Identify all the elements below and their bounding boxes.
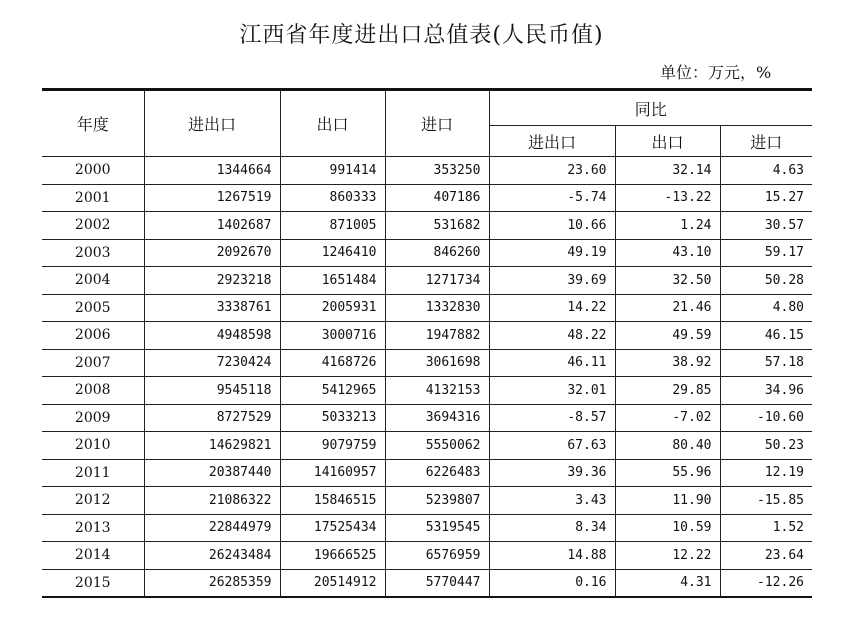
total-cell: 3338761 [144,294,280,322]
import-cell: 3061698 [385,349,489,377]
trade-table [42,88,812,598]
yoy-import-cell: 34.96 [720,377,812,405]
yoy-export-cell: 49.59 [615,322,720,350]
export-cell: 14160957 [280,459,385,487]
import-cell: 531682 [385,212,489,240]
yoy-export-cell: 55.96 [615,459,720,487]
table-row [42,157,812,185]
export-cell: 15846515 [280,487,385,515]
export-cell: 4168726 [280,349,385,377]
total-cell: 21086322 [144,487,280,515]
year-cell: 2015 [42,569,144,597]
header-export: 出口 [280,90,385,157]
header-import: 进口 [385,90,489,157]
yoy-export-cell: 38.92 [615,349,720,377]
table-row [42,487,812,515]
yoy-total-cell: 14.88 [489,542,615,570]
total-cell: 1402687 [144,212,280,240]
table-row [42,514,812,542]
year-cell: 2005 [42,294,144,322]
yoy-export-cell: 1.24 [615,212,720,240]
yoy-total-cell: 8.34 [489,514,615,542]
total-cell: 22844979 [144,514,280,542]
yoy-import-cell: 46.15 [720,322,812,350]
export-cell: 871005 [280,212,385,240]
import-cell: 4132153 [385,377,489,405]
yoy-import-cell: -12.26 [720,569,812,597]
yoy-export-cell: 11.90 [615,487,720,515]
table-row [42,432,812,460]
yoy-import-cell: 59.17 [720,239,812,267]
yoy-export-cell: 43.10 [615,239,720,267]
year-cell: 2006 [42,322,144,350]
yoy-total-cell: -5.74 [489,184,615,212]
yoy-export-cell: 32.14 [615,157,720,185]
yoy-import-cell: 57.18 [720,349,812,377]
year-cell: 2003 [42,239,144,267]
table-row [42,377,812,405]
yoy-total-cell: 48.22 [489,322,615,350]
yoy-export-cell: 10.59 [615,514,720,542]
yoy-import-cell: 4.80 [720,294,812,322]
yoy-import-cell: 30.57 [720,212,812,240]
yoy-export-cell: 32.50 [615,267,720,295]
year-cell: 2014 [42,542,144,570]
total-cell: 7230424 [144,349,280,377]
table-row [42,294,812,322]
header-yoy-total: 进出口 [489,126,615,157]
yoy-export-cell: 29.85 [615,377,720,405]
table-row [42,542,812,570]
year-cell: 2004 [42,267,144,295]
import-cell: 5550062 [385,432,489,460]
header-yoy-import: 进口 [720,126,812,157]
table-row [42,184,812,212]
yoy-export-cell: 80.40 [615,432,720,460]
total-cell: 26243484 [144,542,280,570]
export-cell: 5033213 [280,404,385,432]
yoy-export-cell: -13.22 [615,184,720,212]
header-yoy: 同比 [489,90,812,126]
yoy-total-cell: 0.16 [489,569,615,597]
yoy-import-cell: 12.19 [720,459,812,487]
export-cell: 860333 [280,184,385,212]
import-cell: 6576959 [385,542,489,570]
yoy-import-cell: 50.23 [720,432,812,460]
yoy-total-cell: 49.19 [489,239,615,267]
yoy-total-cell: 32.01 [489,377,615,405]
yoy-total-cell: -8.57 [489,404,615,432]
yoy-total-cell: 10.66 [489,212,615,240]
table-row [42,239,812,267]
year-cell: 2012 [42,487,144,515]
import-cell: 353250 [385,157,489,185]
total-cell: 4948598 [144,322,280,350]
export-cell: 2005931 [280,294,385,322]
export-cell: 991414 [280,157,385,185]
year-cell: 2008 [42,377,144,405]
total-cell: 14629821 [144,432,280,460]
export-cell: 20514912 [280,569,385,597]
year-cell: 2001 [42,184,144,212]
import-cell: 3694316 [385,404,489,432]
import-cell: 846260 [385,239,489,267]
yoy-export-cell: -7.02 [615,404,720,432]
import-cell: 1332830 [385,294,489,322]
table-row [42,349,812,377]
table-row [42,404,812,432]
yoy-import-cell: 23.64 [720,542,812,570]
total-cell: 26285359 [144,569,280,597]
yoy-export-cell: 21.46 [615,294,720,322]
yoy-import-cell: 4.63 [720,157,812,185]
export-cell: 3000716 [280,322,385,350]
import-cell: 407186 [385,184,489,212]
yoy-total-cell: 14.22 [489,294,615,322]
export-cell: 1246410 [280,239,385,267]
year-cell: 2000 [42,157,144,185]
total-cell: 9545118 [144,377,280,405]
year-cell: 2011 [42,459,144,487]
total-cell: 8727529 [144,404,280,432]
table-row [42,322,812,350]
total-cell: 1267519 [144,184,280,212]
total-cell: 20387440 [144,459,280,487]
yoy-export-cell: 4.31 [615,569,720,597]
import-cell: 5319545 [385,514,489,542]
yoy-total-cell: 46.11 [489,349,615,377]
import-cell: 5239807 [385,487,489,515]
table-row [42,459,812,487]
yoy-total-cell: 3.43 [489,487,615,515]
table-row [42,267,812,295]
year-cell: 2002 [42,212,144,240]
yoy-import-cell: 1.52 [720,514,812,542]
header-year: 年度 [42,90,144,157]
year-cell: 2010 [42,432,144,460]
yoy-total-cell: 67.63 [489,432,615,460]
yoy-total-cell: 23.60 [489,157,615,185]
total-cell: 2923218 [144,267,280,295]
import-cell: 1947882 [385,322,489,350]
year-cell: 2013 [42,514,144,542]
export-cell: 5412965 [280,377,385,405]
export-cell: 19666525 [280,542,385,570]
yoy-import-cell: -10.60 [720,404,812,432]
export-cell: 17525434 [280,514,385,542]
yoy-import-cell: -15.85 [720,487,812,515]
yoy-import-cell: 50.28 [720,267,812,295]
year-cell: 2007 [42,349,144,377]
yoy-export-cell: 12.22 [615,542,720,570]
yoy-import-cell: 15.27 [720,184,812,212]
table-row [42,212,812,240]
header-total: 进出口 [144,90,280,157]
header-yoy-export: 出口 [615,126,720,157]
page-title: 江西省年度进出口总值表(人民币值) [239,23,604,48]
total-cell: 2092670 [144,239,280,267]
table-body [42,157,812,598]
yoy-total-cell: 39.69 [489,267,615,295]
year-cell: 2009 [42,404,144,432]
unit-note: 单位：万元，% [660,63,772,82]
export-cell: 9079759 [280,432,385,460]
import-cell: 6226483 [385,459,489,487]
yoy-total-cell: 39.36 [489,459,615,487]
table-row [42,569,812,597]
export-cell: 1651484 [280,267,385,295]
import-cell: 5770447 [385,569,489,597]
total-cell: 1344664 [144,157,280,185]
import-cell: 1271734 [385,267,489,295]
